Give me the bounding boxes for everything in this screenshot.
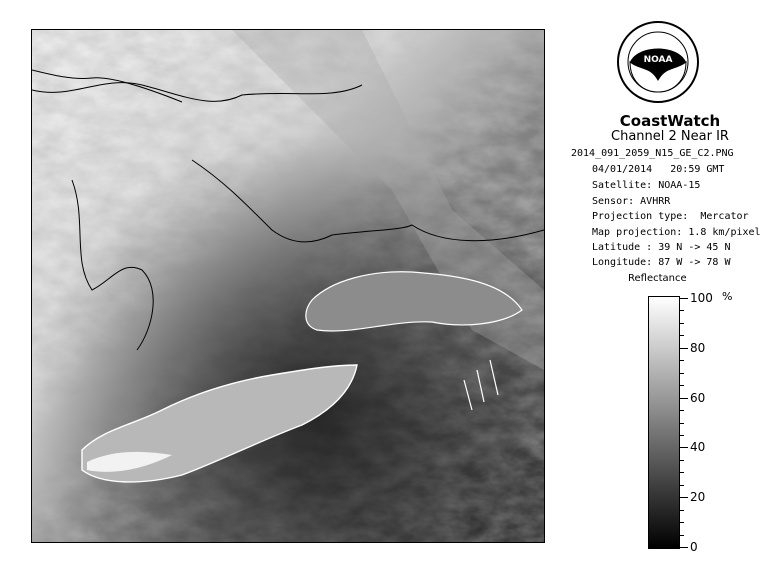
colorbar-tick-label: 40 <box>690 440 706 455</box>
legend-label: Reflectance <box>628 273 687 284</box>
colorbar-tick <box>680 485 684 486</box>
colorbar-tick-label: 80 <box>690 340 706 355</box>
colorbar-tick-label: 100 <box>690 291 713 305</box>
colorbar-tick <box>680 447 688 448</box>
datetime: 04/01/2014 20:59 GMT <box>592 164 725 175</box>
reflectance-colorbar <box>648 296 680 549</box>
colorbar-tick-label: 60 <box>690 390 706 405</box>
satellite-map <box>31 29 545 543</box>
noaa-logo <box>616 20 700 104</box>
colorbar-tick <box>680 310 684 311</box>
svg-text:NOAA: NOAA <box>643 55 673 65</box>
colorbar-tick <box>680 547 688 548</box>
colorbar-tick <box>680 460 684 461</box>
colorbar-tick <box>680 472 684 473</box>
colorbar-tick <box>680 410 684 411</box>
colorbar-tick <box>680 497 688 498</box>
sensor: Sensor: AVHRR <box>592 196 671 207</box>
latitude-range: Latitude : 39 N -> 45 N <box>592 242 731 253</box>
colorbar-tick <box>680 348 688 349</box>
colorbar-tick <box>680 423 684 424</box>
colorbar-tick-label: 20 <box>690 490 706 505</box>
longitude-range: Longitude: 87 W -> 78 W <box>592 257 731 268</box>
map-projection: Map projection: 1.8 km/pixel <box>592 227 761 238</box>
colorbar-tick <box>680 298 688 299</box>
colorbar-tick <box>680 510 684 511</box>
colorbar-tick-label: 0 <box>690 540 698 554</box>
colorbar-tick <box>680 360 684 361</box>
app-title: CoastWatch <box>619 112 721 130</box>
colorbar-tick <box>680 335 684 336</box>
filename: 2014_091_2059_N15_GE_C2.PNG <box>571 148 734 159</box>
colorbar-tick <box>680 522 684 523</box>
colorbar-tick <box>680 385 684 386</box>
projection-type: Projection type: Mercator <box>592 211 749 222</box>
legend-unit: % <box>722 290 733 303</box>
colorbar-tick <box>680 535 684 536</box>
colorbar-tick <box>680 398 688 399</box>
colorbar-tick <box>680 323 684 324</box>
colorbar-tick <box>680 373 684 374</box>
satellite: Satellite: NOAA-15 <box>592 180 701 191</box>
channel-subtitle: Channel 2 Near IR <box>611 129 729 144</box>
colorbar-tick <box>680 435 684 436</box>
